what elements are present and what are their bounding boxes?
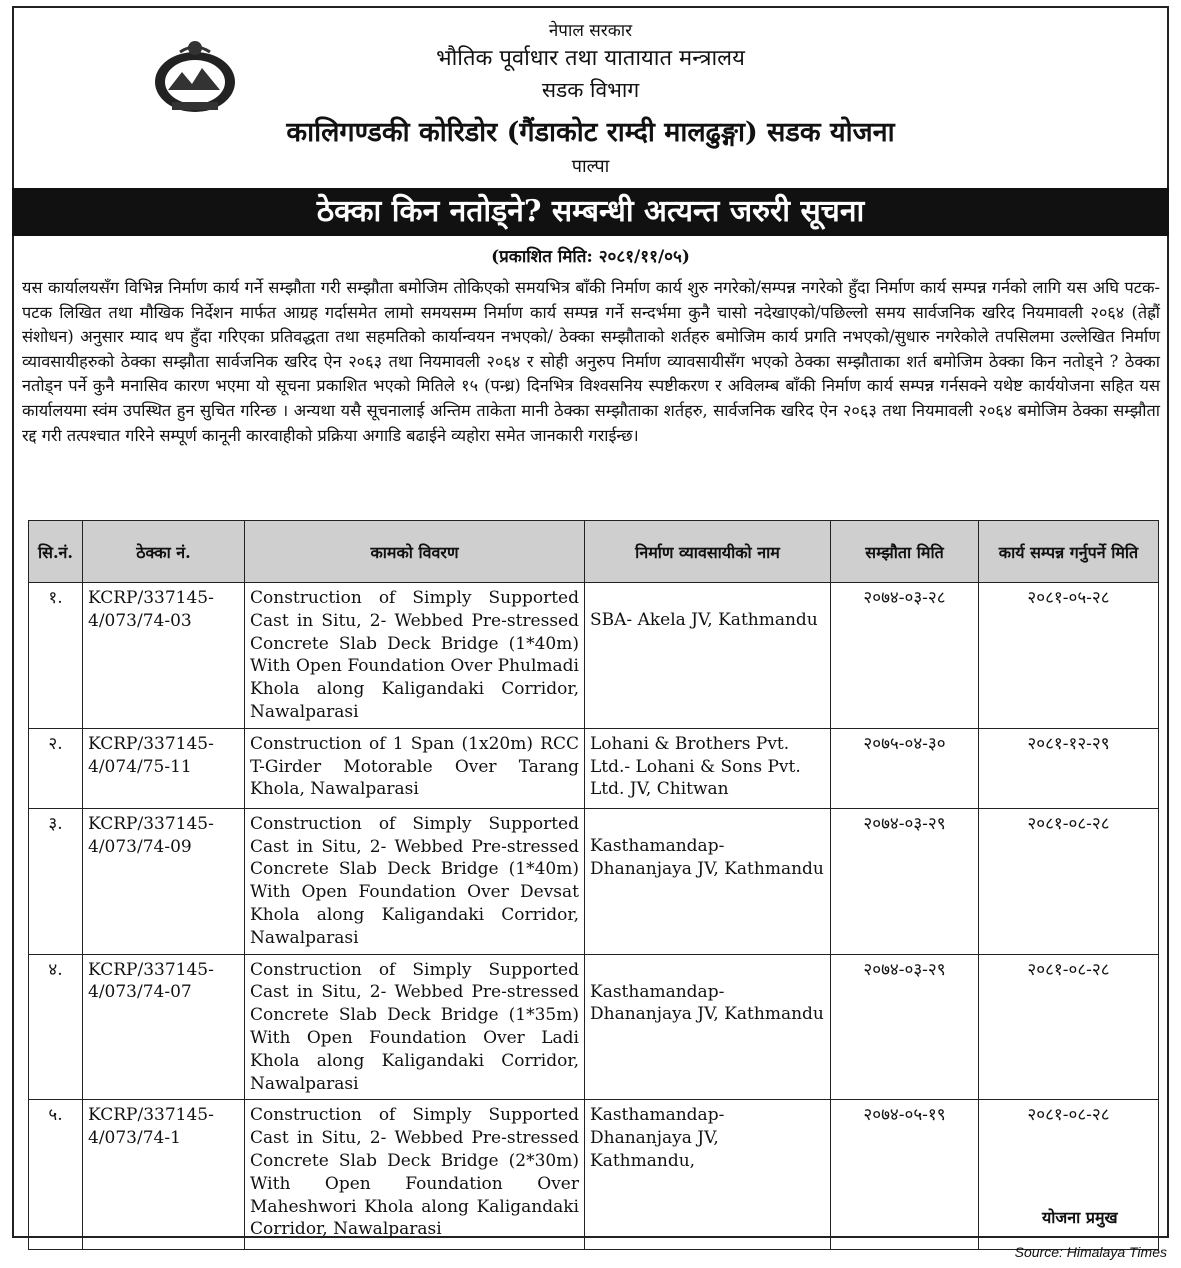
signature-title: योजना प्रमुख [1042, 1208, 1118, 1227]
row-completion-date: २०८१-०८-२८ [979, 1100, 1159, 1250]
row-description: Construction of Simply Supported Cast in Situ, 2- Webbed Pre-stressed Concrete Slab Deck Bridge (1*40m) With Open Foundation Over Devsat Khola along Kaligandaki Corridor, Nawalparasi [245, 808, 585, 954]
row-sn: १. [29, 583, 83, 729]
district-name: पाल्पा [571, 156, 610, 177]
row-contract-no: KCRP/337145-4/073/74-1 [83, 1100, 245, 1250]
row-sn: ३. [29, 808, 83, 954]
row-description: Construction of Simply Supported Cast in Situ, 2- Webbed Pre-stressed Concrete Slab Deck Bridge (1*40m) With Open Foundation Over Phulmadi Khola along Kaligandaki Corridor, Nawalparasi [245, 583, 585, 729]
row-description: Construction of 1 Span (1x20m) RCC T-Girder Motorable Over Tarang Khola, Nawalparasi [245, 728, 585, 808]
row-agreement-date: २०७४-०५-१९ [831, 1100, 979, 1250]
row-completion-date: २०८१-१२-२९ [979, 728, 1159, 808]
column-header-contract-no: ठेक्का नं. [83, 521, 245, 583]
row-completion-date: २०८१-०८-२८ [979, 954, 1159, 1100]
row-sn: ५. [29, 1100, 83, 1250]
row-description: Construction of Simply Supported Cast in Situ, 2- Webbed Pre-stressed Concrete Slab Deck Bridge (1*35m) With Open Foundation Over Ladi Khola along Kaligandaki Corridor, Nawalparasi [245, 954, 585, 1100]
column-header-sn: सि.नं. [29, 521, 83, 583]
row-agreement-date: २०७५-०४-३० [831, 728, 979, 808]
row-agreement-date: २०७४-०३-२८ [831, 583, 979, 729]
column-header-agreement-date: सम्झौता मिति [831, 521, 979, 583]
table-row [29, 583, 1159, 729]
table-row [29, 808, 1159, 954]
department-name: सडक विभाग [541, 78, 640, 102]
row-sn: ४. [29, 954, 83, 1100]
table-row [29, 1100, 1159, 1250]
government-name: नेपाल सरकार [548, 21, 633, 41]
row-contract-no: KCRP/337145-4/073/74-09 [83, 808, 245, 954]
table-row [29, 728, 1159, 808]
project-name: कालिगण्डकी कोरिडोर (गैंडाकोट राम्दी मालढुङ्गा) सडक योजना [286, 117, 895, 148]
column-header-contractor: निर्माण व्यावसायीको नाम [585, 521, 831, 583]
row-contract-no: KCRP/337145-4/074/75-11 [83, 728, 245, 808]
table-row [29, 954, 1159, 1100]
row-completion-date: २०८१-०५-२८ [979, 583, 1159, 729]
column-header-description: कामको विवरण [245, 521, 585, 583]
table-header-row [29, 521, 1159, 583]
contracts-table [28, 520, 1159, 1250]
row-contractor: Kasthamandap-Dhananjaya JV, Kathmandu, [585, 1100, 831, 1250]
row-description: Construction of Simply Supported Cast in Situ, 2- Webbed Pre-stressed Concrete Slab Deck Bridge (2*30m) With Open Foundation Over Maheshwori Khola along Kaligandaki Corridor, Nawalparasi [245, 1100, 585, 1250]
source-credit: Source: Himalaya Times [1014, 1244, 1167, 1260]
row-sn: २. [29, 728, 83, 808]
row-contract-no: KCRP/337145-4/073/74-07 [83, 954, 245, 1100]
ministry-name: भौतिक पूर्वाधार तथा यातायात मन्त्रालय [436, 46, 745, 71]
row-contract-no: KCRP/337145-4/073/74-03 [83, 583, 245, 729]
row-completion-date: २०८१-०८-२८ [979, 808, 1159, 954]
notice-body: यस कार्यालयसँग विभिन्न निर्माण कार्य गर्ने सम्झौता गरी सम्झौता बमोजिम तोकिएको समयभित्र बाँकी निर्माण कार्य शुरु नगरेको/सम्पन्न नगरेको हुँदा निर्माण कार्य सम्पन्न गर्नको लागि यस अघि पटक-पटक लिखित तथा मौखिक निर्देशन मार्फत आग्रह गर्दासमेत लामो समयसम्म निर्माण कार्य सम्पन्न गर्ने सन्दर्भमा कुनै चासो नदेखाएको/पछिल्लो समय सार्वजनिक खरिद नियमावली २०६४ (तेह्रौं संशोधन) अनुसार म्याद थप हुँदा गरिएका प्रतिवद्धता तथा सहमतिको कार्यान्वयन नभएको/ ठेक्का सम्झौताको शर्तहरु बमोजिम कार्य प्रगति नभएको/सुधारु नगरेकोले तपसिलमा उल्लेखित निर्माण व्यावसायीहरुको ठेक्का सम्झौता सार्वजनिक खरिद ऐन २०६३ तथा नियमावली २०६४ र सोही अनुरुप निर्माण व्यावसायीसँग भएको ठेक्का सम्झौताका शर्त बमोजिम ठेक्का किन नतोड्ने ? ठेक्का नतोड्न पर्ने कुनै मनासिव कारण भएमा यो सूचना प्रकाशित भएको मितिले १५ (पन्ध्र) दिनभित्र विश्वसनिय स्पष्टीकरण र अविलम्ब बाँकी निर्माण कार्य सम्पन्न गर्नसक्ने यथेष्ट कार्ययोजना सहित यस कार्यालयमा स्वंम उपस्थित हुन सुचित गरिन्छ । अन्यथा यसै सूचनालाई अन्तिम ताकेता मानी ठेक्का सम्झौताका शर्तहरु, सार्वजनिक खरिद ऐन २०६३ तथा नियमावली २०६४ बमोजिम ठेक्का सम्झौता रद्द गरी तत्पश्चात गरिने सम्पूर्ण कानूनी कारवाहीको प्रक्रिया अगाडि बढाईने व्यहोरा समेत जानकारी गराईन्छ। [22, 278, 1160, 445]
notice-title: ठेक्का किन नतोड्ने? सम्बन्धी अत्यन्त जरुरी सूचना [12, 188, 1169, 236]
row-contractor: Lohani & Brothers Pvt. Ltd.- Lohani & Sons Pvt. Ltd. JV, Chitwan [585, 728, 831, 808]
row-agreement-date: २०७४-०३-२९ [831, 954, 979, 1100]
column-header-completion-date: कार्य सम्पन्न गर्नुपर्ने मिति [979, 521, 1159, 583]
published-date: (प्रकाशित मिति: २०८१/११/०५) [491, 247, 690, 267]
row-agreement-date: २०७४-०३-२९ [831, 808, 979, 954]
row-contractor: SBA- Akela JV, Kathmandu [585, 583, 831, 729]
row-contractor: Kasthamandap-Dhananjaya JV, Kathmandu [585, 808, 831, 954]
row-contractor: Kasthamandap-Dhananjaya JV, Kathmandu [585, 954, 831, 1100]
